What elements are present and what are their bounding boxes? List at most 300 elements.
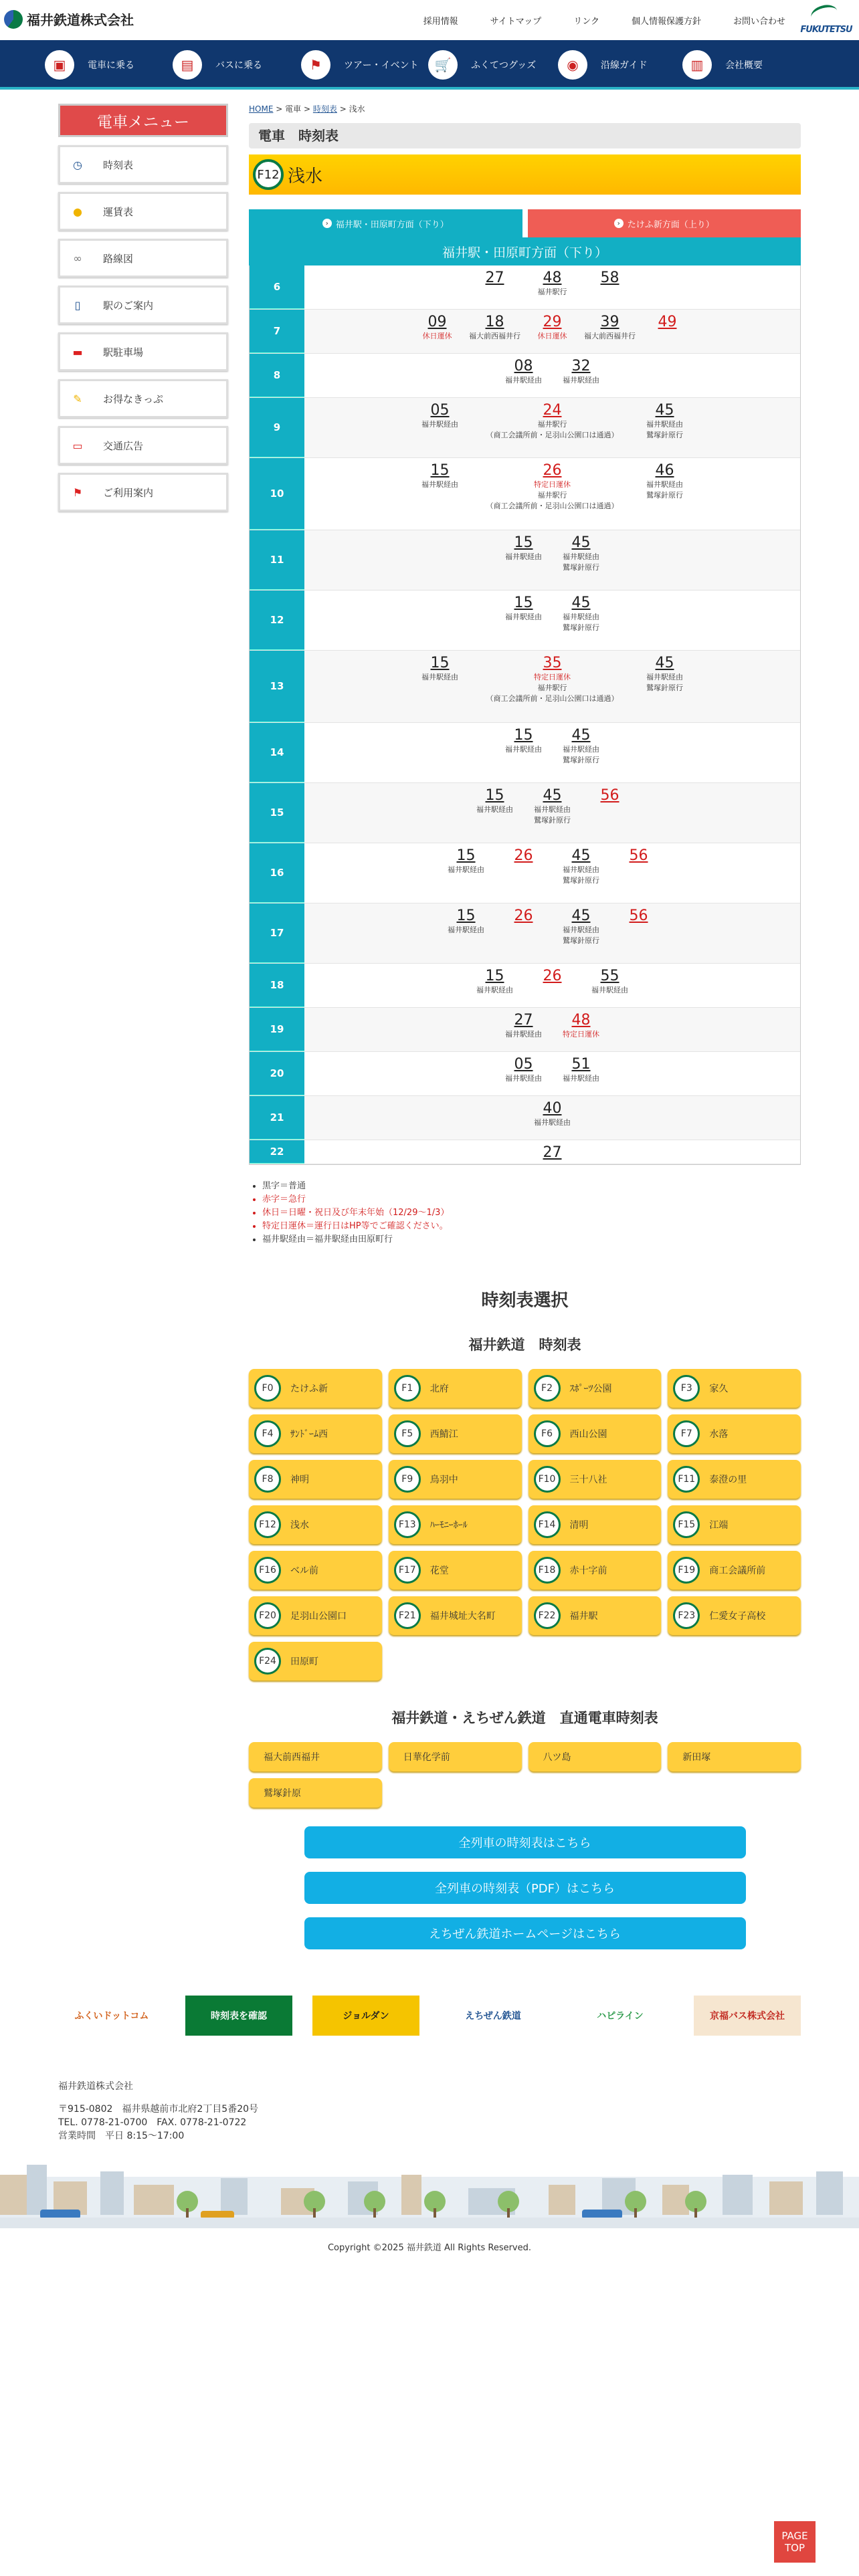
departure-minute[interactable]: 32	[571, 358, 591, 374]
top-nav-link[interactable]: お問い合わせ	[733, 17, 785, 27]
station-button-label: ﾊｰﾓﾆｰﾎｰﾙ	[430, 1520, 468, 1531]
departure-minute[interactable]: 26	[543, 462, 562, 479]
departure-minute[interactable]: 45	[571, 907, 591, 924]
departure-minute[interactable]: 56	[629, 907, 648, 924]
departure-note: 福井駅経由 鷲塚針原行	[563, 865, 599, 885]
station-button-label: 泰澄の里	[709, 1475, 747, 1485]
departure-minute[interactable]: 51	[571, 1056, 591, 1073]
direction-tab[interactable]	[249, 209, 522, 237]
departure-minute[interactable]: 56	[600, 787, 619, 804]
departure-note: 福井駅経由	[421, 420, 458, 429]
station-code-badge: F12	[253, 159, 284, 190]
hour-cell: 22	[250, 1140, 304, 1164]
departure-note: 福井駅経由	[591, 986, 628, 994]
link-button[interactable]: えちぜん鉄道ホームページはこちら	[304, 1917, 746, 1949]
gnav-label: ふくてつグッズ	[471, 60, 537, 71]
swoosh-icon	[809, 2, 839, 25]
link-buttons	[249, 1826, 801, 1949]
departure-minute[interactable]: 45	[571, 847, 591, 864]
station-button-label: 神明	[290, 1475, 309, 1485]
timetable-row	[250, 783, 800, 843]
site-header	[0, 0, 859, 40]
banner-link[interactable]: えちぜん鉄道	[440, 1996, 547, 2036]
station-code-badge: F2	[534, 1375, 561, 1402]
sidebar-item-label: 駅駐車場	[103, 346, 144, 358]
brand-logo[interactable]: FUKUTETSU	[797, 4, 855, 35]
departure	[466, 787, 524, 815]
minutes-cell	[304, 903, 800, 963]
departure-note: 福井駅行 （商工会議所前・足羽山公園口は通過）	[486, 420, 619, 439]
sidebar-item[interactable]	[58, 426, 228, 465]
departure-minute[interactable]: 45	[571, 595, 591, 611]
departure-note: 福井駅経由	[448, 926, 484, 934]
station-code-badge: F4	[254, 1420, 281, 1447]
selection-title: 時刻表選択	[481, 1291, 569, 1311]
direction-tabs	[249, 209, 801, 237]
station-button-label: 足羽山公園口	[290, 1611, 347, 1622]
logo-mark-icon	[4, 10, 23, 29]
departure	[469, 402, 636, 441]
station-button[interactable]	[389, 1596, 522, 1635]
top-nav-link[interactable]: 個人情報保護方針	[631, 17, 701, 27]
station-code-badge: F8	[254, 1466, 281, 1493]
gnav-item[interactable]	[45, 49, 134, 80]
departure-minute[interactable]: 27	[485, 270, 504, 286]
departure-minute[interactable]: 48	[543, 270, 562, 286]
departure-minute[interactable]: 26	[543, 968, 562, 984]
main-content	[249, 102, 801, 1949]
top-nav-link[interactable]: リンク	[573, 17, 599, 27]
departure-minute[interactable]: 09	[427, 314, 447, 330]
station-button-label: 清明	[569, 1520, 589, 1531]
direction-label: たけふ新方面（上り）	[627, 219, 714, 230]
departure-minute[interactable]: 05	[430, 402, 450, 419]
gnav-item[interactable]	[558, 49, 648, 80]
direct-grid	[249, 1742, 801, 1808]
timetable	[249, 265, 801, 1165]
departure	[469, 655, 636, 704]
sidebar-item[interactable]	[58, 379, 228, 418]
station-button-label: ｻﾝﾄﾞｰﾑ西	[290, 1429, 328, 1440]
station-code-badge: F6	[534, 1420, 561, 1447]
station-button-label: 仁愛女子高校	[709, 1611, 766, 1622]
station-button[interactable]	[668, 1414, 801, 1453]
hour-cell: 13	[250, 651, 304, 722]
direction-label: 福井駅・田原町方面（下り）	[335, 219, 449, 230]
timetable-row	[250, 903, 800, 964]
sidebar-item[interactable]	[58, 145, 228, 184]
station-button-label: 西鯖江	[430, 1429, 458, 1440]
legend	[249, 1180, 801, 1247]
departure-note: 特定日運休	[534, 480, 571, 489]
departure-minute[interactable]: 15	[456, 907, 476, 924]
hour-cell: 10	[250, 458, 304, 530]
station-button-label: 田原町	[290, 1656, 318, 1667]
departure-note: 福井駅経由	[505, 1074, 542, 1083]
logo-text: 福井鉄道株式会社	[27, 12, 134, 28]
departure-minute[interactable]: 40	[543, 1100, 562, 1117]
timetable-row	[250, 398, 800, 458]
station-button-label: 赤十字前	[569, 1566, 607, 1576]
station-code-badge: F19	[673, 1557, 700, 1584]
station-button[interactable]	[668, 1596, 801, 1635]
breadcrumb-train: 電車	[285, 104, 302, 114]
timetable-row	[250, 265, 800, 310]
station-button[interactable]	[249, 1460, 382, 1499]
car-icon: ▬	[72, 345, 83, 358]
minutes-cell	[304, 265, 800, 309]
gnav-label: ツアー・イベント	[344, 60, 419, 71]
departure	[438, 847, 495, 875]
sidebar-item[interactable]	[58, 286, 228, 324]
departure-minute[interactable]: 29	[543, 314, 562, 330]
direct-timetable-title: 福井鉄道・えちぜん鉄道 直通電車時刻表	[391, 1710, 658, 1726]
timetable-row	[250, 1052, 800, 1096]
legend-item: • 特定日運休＝運行日はHP等でご確認ください。	[262, 1220, 801, 1233]
footer-address	[58, 2080, 258, 2143]
banner-link[interactable]: ふくいドットコム	[58, 1996, 165, 2036]
station-button-label: たけふ新	[290, 1384, 328, 1394]
breadcrumb-current: 浅水	[349, 104, 365, 114]
departure-minute[interactable]: 39	[600, 314, 619, 330]
minutes-cell	[304, 354, 800, 397]
sidebar-item-label: 時刻表	[103, 158, 134, 171]
departure-minute[interactable]: 15	[456, 847, 476, 864]
station-code-badge: F14	[534, 1511, 561, 1538]
departure-note: 休日運休	[422, 332, 452, 340]
departure	[524, 270, 581, 298]
station-code-badge: F7	[673, 1420, 700, 1447]
station-button[interactable]	[529, 1460, 662, 1499]
minutes-cell	[304, 458, 800, 530]
departure-minute[interactable]: 45	[655, 402, 674, 419]
minutes-cell	[304, 591, 800, 650]
departure-minute[interactable]: 45	[543, 787, 562, 804]
station-icon: ▯	[74, 298, 81, 312]
departure	[553, 595, 610, 633]
departure-note: 福井駅経由	[505, 745, 542, 754]
clock-icon: ◷	[73, 158, 82, 171]
station-button-label: 三十八社	[569, 1475, 607, 1485]
departure-minute[interactable]: 08	[514, 358, 533, 374]
departure	[411, 655, 469, 683]
station-button[interactable]	[389, 1369, 522, 1408]
banner-link[interactable]: ジョルダン	[312, 1996, 419, 2036]
station-button-label: 江端	[709, 1520, 729, 1531]
minutes-cell	[304, 651, 800, 722]
timetable-row	[250, 354, 800, 398]
sidebar-item[interactable]	[58, 192, 228, 231]
minutes-cell	[304, 1140, 800, 1164]
legend-item: • 黒字＝普通	[262, 1180, 801, 1193]
station-button[interactable]	[389, 1414, 522, 1453]
station-button[interactable]	[529, 1414, 662, 1453]
direct-station-button[interactable]: 福大前西福井	[249, 1742, 382, 1772]
departure-note: 福井駅経由 鷲塚針原行	[563, 926, 599, 945]
departure-note: 福井駅経由	[563, 376, 599, 385]
station-button-label: 福井駅	[569, 1611, 598, 1622]
station-code-badge: F3	[673, 1375, 700, 1402]
banner-link[interactable]: 京福バス株式会社	[694, 1996, 801, 2036]
page-top-button[interactable]: PAGE TOP	[774, 2521, 816, 2563]
departure-note: 福井駅経由 鷲塚針原行	[646, 673, 683, 692]
breadcrumb-timetable[interactable]: 時刻表	[312, 104, 337, 114]
departure-note: 特定日運休	[563, 1030, 599, 1039]
banner-link[interactable]: ハピライン	[567, 1996, 674, 2036]
timetable-row	[250, 530, 800, 591]
timetable-row	[250, 458, 800, 530]
station-button[interactable]	[389, 1505, 522, 1544]
departure	[581, 787, 639, 804]
tram-ad-icon: ▭	[72, 439, 83, 452]
departure-minute[interactable]: 15	[430, 655, 450, 671]
station-button[interactable]	[529, 1505, 662, 1544]
minutes-cell	[304, 310, 800, 353]
departure	[636, 402, 694, 441]
departure	[553, 534, 610, 573]
departure-minute[interactable]: 18	[485, 314, 504, 330]
timetable-row	[250, 1008, 800, 1052]
departure	[524, 1144, 581, 1162]
banner-links	[58, 1996, 801, 2036]
minutes-cell	[304, 398, 800, 457]
departure-note: 福井駅経由	[421, 673, 458, 681]
departure	[581, 270, 639, 287]
sidebar-item[interactable]	[58, 473, 228, 512]
ticket-icon: ✎	[73, 392, 82, 405]
departure-minute[interactable]: 45	[571, 534, 591, 551]
departure	[438, 907, 495, 936]
departure-note: 福井駅経由 鷲塚針原行	[534, 805, 571, 825]
departure	[495, 358, 553, 386]
station-button[interactable]	[249, 1642, 382, 1681]
hour-cell: 11	[250, 530, 304, 590]
departure-minute[interactable]: 35	[543, 655, 562, 671]
station-banner	[249, 154, 801, 195]
station-name: 浅水	[288, 166, 323, 187]
direction-header: 福井駅・田原町方面（下り）	[249, 237, 801, 265]
station-button[interactable]	[389, 1460, 522, 1499]
departure-note: 福井駅経由	[534, 1118, 571, 1127]
departure-minute[interactable]: 56	[629, 847, 648, 864]
station-button-label: 家久	[709, 1384, 729, 1394]
departure-minute[interactable]: 24	[543, 402, 562, 419]
departure	[495, 1012, 553, 1040]
station-button[interactable]	[249, 1551, 382, 1590]
minutes-cell	[304, 1008, 800, 1051]
departure	[610, 847, 668, 865]
departure-note: 福井駅経由 鷲塚針原行	[563, 745, 599, 764]
footer-hours: 営業時間 平日 8:15〜17:00	[58, 2131, 185, 2141]
link-button[interactable]: 全列車の時刻表（PDF）はこちら	[304, 1872, 746, 1904]
departure-minute[interactable]: 15	[514, 727, 533, 744]
departure-note: 休日運休	[537, 332, 567, 340]
sidebar-item-label: ご利用案内	[103, 486, 154, 499]
station-code-badge: F21	[394, 1602, 421, 1629]
station-button-label: 西山公園	[569, 1429, 607, 1440]
departure	[581, 314, 639, 342]
departure-minute[interactable]: 55	[600, 968, 619, 984]
station-code-badge: F0	[254, 1375, 281, 1402]
gnav-item[interactable]	[428, 49, 536, 80]
departure-minute[interactable]: 49	[658, 314, 677, 330]
breadcrumb-home[interactable]: HOME	[249, 104, 274, 114]
timetable-row	[250, 1096, 800, 1140]
departure-minute[interactable]: 58	[600, 270, 619, 286]
timetable-row	[250, 843, 800, 903]
departure-minute[interactable]: 46	[655, 462, 674, 479]
departure-note: 福井駅経由	[421, 480, 458, 489]
departure	[495, 1056, 553, 1084]
fukui-timetable-title: 福井鉄道 時刻表	[468, 1337, 581, 1353]
hour-cell: 16	[250, 843, 304, 903]
departure-minute[interactable]: 15	[485, 787, 504, 804]
departure	[466, 968, 524, 996]
station-code-badge: F22	[534, 1602, 561, 1629]
departure-note: 福大前西福井行	[469, 332, 520, 340]
departure-note: 福井駅経由	[505, 376, 542, 385]
minutes-cell	[304, 843, 800, 903]
departure	[553, 1012, 610, 1040]
building-icon: ▥	[682, 50, 712, 80]
hour-cell: 18	[250, 964, 304, 1007]
minutes-cell	[304, 723, 800, 782]
departure	[610, 907, 668, 925]
station-code-badge: F9	[394, 1466, 421, 1493]
direct-station-button[interactable]: 新田塚	[668, 1742, 801, 1772]
station-button[interactable]	[529, 1551, 662, 1590]
departure	[495, 907, 553, 925]
hour-cell: 21	[250, 1096, 304, 1140]
gnav-item[interactable]	[682, 49, 763, 80]
station-code-badge: F17	[394, 1557, 421, 1584]
top-nav-link[interactable]: 採用情報	[423, 17, 458, 27]
minutes-cell	[304, 783, 800, 843]
station-button-label: 浅水	[290, 1520, 309, 1531]
station-code-badge: F10	[534, 1466, 561, 1493]
link-button[interactable]: 全列車の時刻表はこちら	[304, 1826, 746, 1858]
station-button[interactable]	[249, 1414, 382, 1453]
footer-company: 福井鉄道株式会社	[58, 2081, 133, 2092]
departure	[636, 462, 694, 501]
station-code-badge: F18	[534, 1557, 561, 1584]
departure	[466, 314, 524, 342]
departure-minute[interactable]: 45	[655, 655, 674, 671]
departure-note: 福井駅経由	[563, 1074, 599, 1083]
arrow-right-icon: ›	[322, 219, 332, 228]
train-icon: ▣	[45, 50, 74, 80]
departure-minute[interactable]: 05	[514, 1056, 533, 1073]
footer-addr: 〒915-0802 福井県越前市北府2丁目5番20号	[58, 2104, 259, 2115]
gnav-item[interactable]	[173, 49, 262, 80]
departure-note: 福井駅行	[537, 288, 567, 296]
station-button[interactable]	[668, 1551, 801, 1590]
departure-minute[interactable]: 27	[543, 1144, 562, 1161]
station-button[interactable]	[389, 1551, 522, 1590]
departure-note: 福井駅経由	[505, 1030, 542, 1039]
departure	[553, 847, 610, 886]
sidebar-item[interactable]	[58, 332, 228, 371]
top-nav-link[interactable]: サイトマップ	[490, 17, 542, 27]
departure-note: 福大前西福井行	[584, 332, 636, 340]
station-button[interactable]	[668, 1369, 801, 1408]
departure-minute[interactable]: 15	[485, 968, 504, 984]
departure-note: 福井駅行 （商工会議所前・足羽山公園口は通過）	[486, 683, 619, 703]
footer-tel: TEL. 0778-21-0700 FAX. 0778-21-0722	[58, 2117, 247, 2128]
departure-minute[interactable]: 15	[514, 534, 533, 551]
sidebar-item-label: 交通広告	[103, 439, 144, 452]
station-button[interactable]	[249, 1505, 382, 1544]
station-code-badge: F5	[394, 1420, 421, 1447]
departure-note: 福井駅経由 鷲塚針原行	[646, 420, 683, 439]
departure-minute[interactable]: 27	[514, 1012, 533, 1029]
sidebar-item[interactable]	[58, 239, 228, 278]
legend-item: • 休日＝日曜・祝日及び年末年始（12/29〜1/3）	[262, 1206, 801, 1220]
hour-cell: 14	[250, 723, 304, 782]
site-logo[interactable]	[4, 9, 134, 29]
departure	[409, 314, 466, 342]
arrow-right-icon: ›	[614, 219, 624, 228]
departure	[495, 595, 553, 623]
departure-minute[interactable]: 26	[514, 907, 533, 924]
departure	[553, 358, 610, 386]
sidebar-item-label: お得なきっぷ	[103, 393, 164, 405]
station-button[interactable]	[249, 1596, 382, 1635]
departure-minute[interactable]: 15	[430, 462, 450, 479]
station-button-label: ベル前	[290, 1566, 318, 1576]
global-nav	[0, 40, 859, 90]
direct-station-button[interactable]: 日華化学前	[389, 1742, 522, 1772]
departure	[411, 462, 469, 490]
departure-minute[interactable]: 48	[571, 1012, 591, 1029]
breadcrumb: HOME > 電車 > 時刻表 > 浅水	[249, 104, 365, 114]
direct-station-button[interactable]: 鷲塚針原	[249, 1778, 382, 1808]
departure-note: 福井駅経由	[505, 552, 542, 561]
flag-icon: ⚑	[301, 50, 330, 80]
legend-item: • 赤字＝急行	[262, 1193, 801, 1206]
departure	[466, 270, 524, 287]
station-button-label: 北府	[430, 1384, 449, 1394]
station-code-badge: F1	[394, 1375, 421, 1402]
direct-station-button[interactable]: 八ツ島	[529, 1742, 662, 1772]
departure-note: 福井駅経由 鷲塚針原行	[646, 480, 683, 500]
departure	[495, 847, 553, 865]
departure-note: 福井駅行 （商工会議所前・足羽山公園口は通過）	[486, 491, 619, 510]
departure-minute[interactable]: 26	[514, 847, 533, 864]
banner-link[interactable]: 時刻表を確認	[185, 1996, 292, 2036]
direction-tab[interactable]	[528, 209, 801, 237]
coin-icon: ●	[73, 205, 82, 218]
departure	[524, 787, 581, 826]
timetable-row	[250, 651, 800, 723]
timetable-row	[250, 591, 800, 651]
departure	[524, 968, 581, 985]
station-button[interactable]	[668, 1505, 801, 1544]
station-button[interactable]	[668, 1460, 801, 1499]
station-button[interactable]	[529, 1369, 662, 1408]
station-button-label: 花堂	[430, 1566, 449, 1576]
copyright: Copyright ©2025 福井鉄道 All Rights Reserved.	[327, 2243, 532, 2253]
departure-minute[interactable]: 45	[571, 727, 591, 744]
departure-minute[interactable]: 15	[514, 595, 533, 611]
gnav-label: 電車に乗る	[88, 60, 134, 71]
station-button[interactable]	[249, 1369, 382, 1408]
cart-icon: 🛒	[428, 50, 458, 80]
minutes-cell	[304, 1052, 800, 1095]
station-button[interactable]	[529, 1596, 662, 1635]
timetable-row	[250, 964, 800, 1008]
gnav-item[interactable]	[301, 49, 419, 80]
